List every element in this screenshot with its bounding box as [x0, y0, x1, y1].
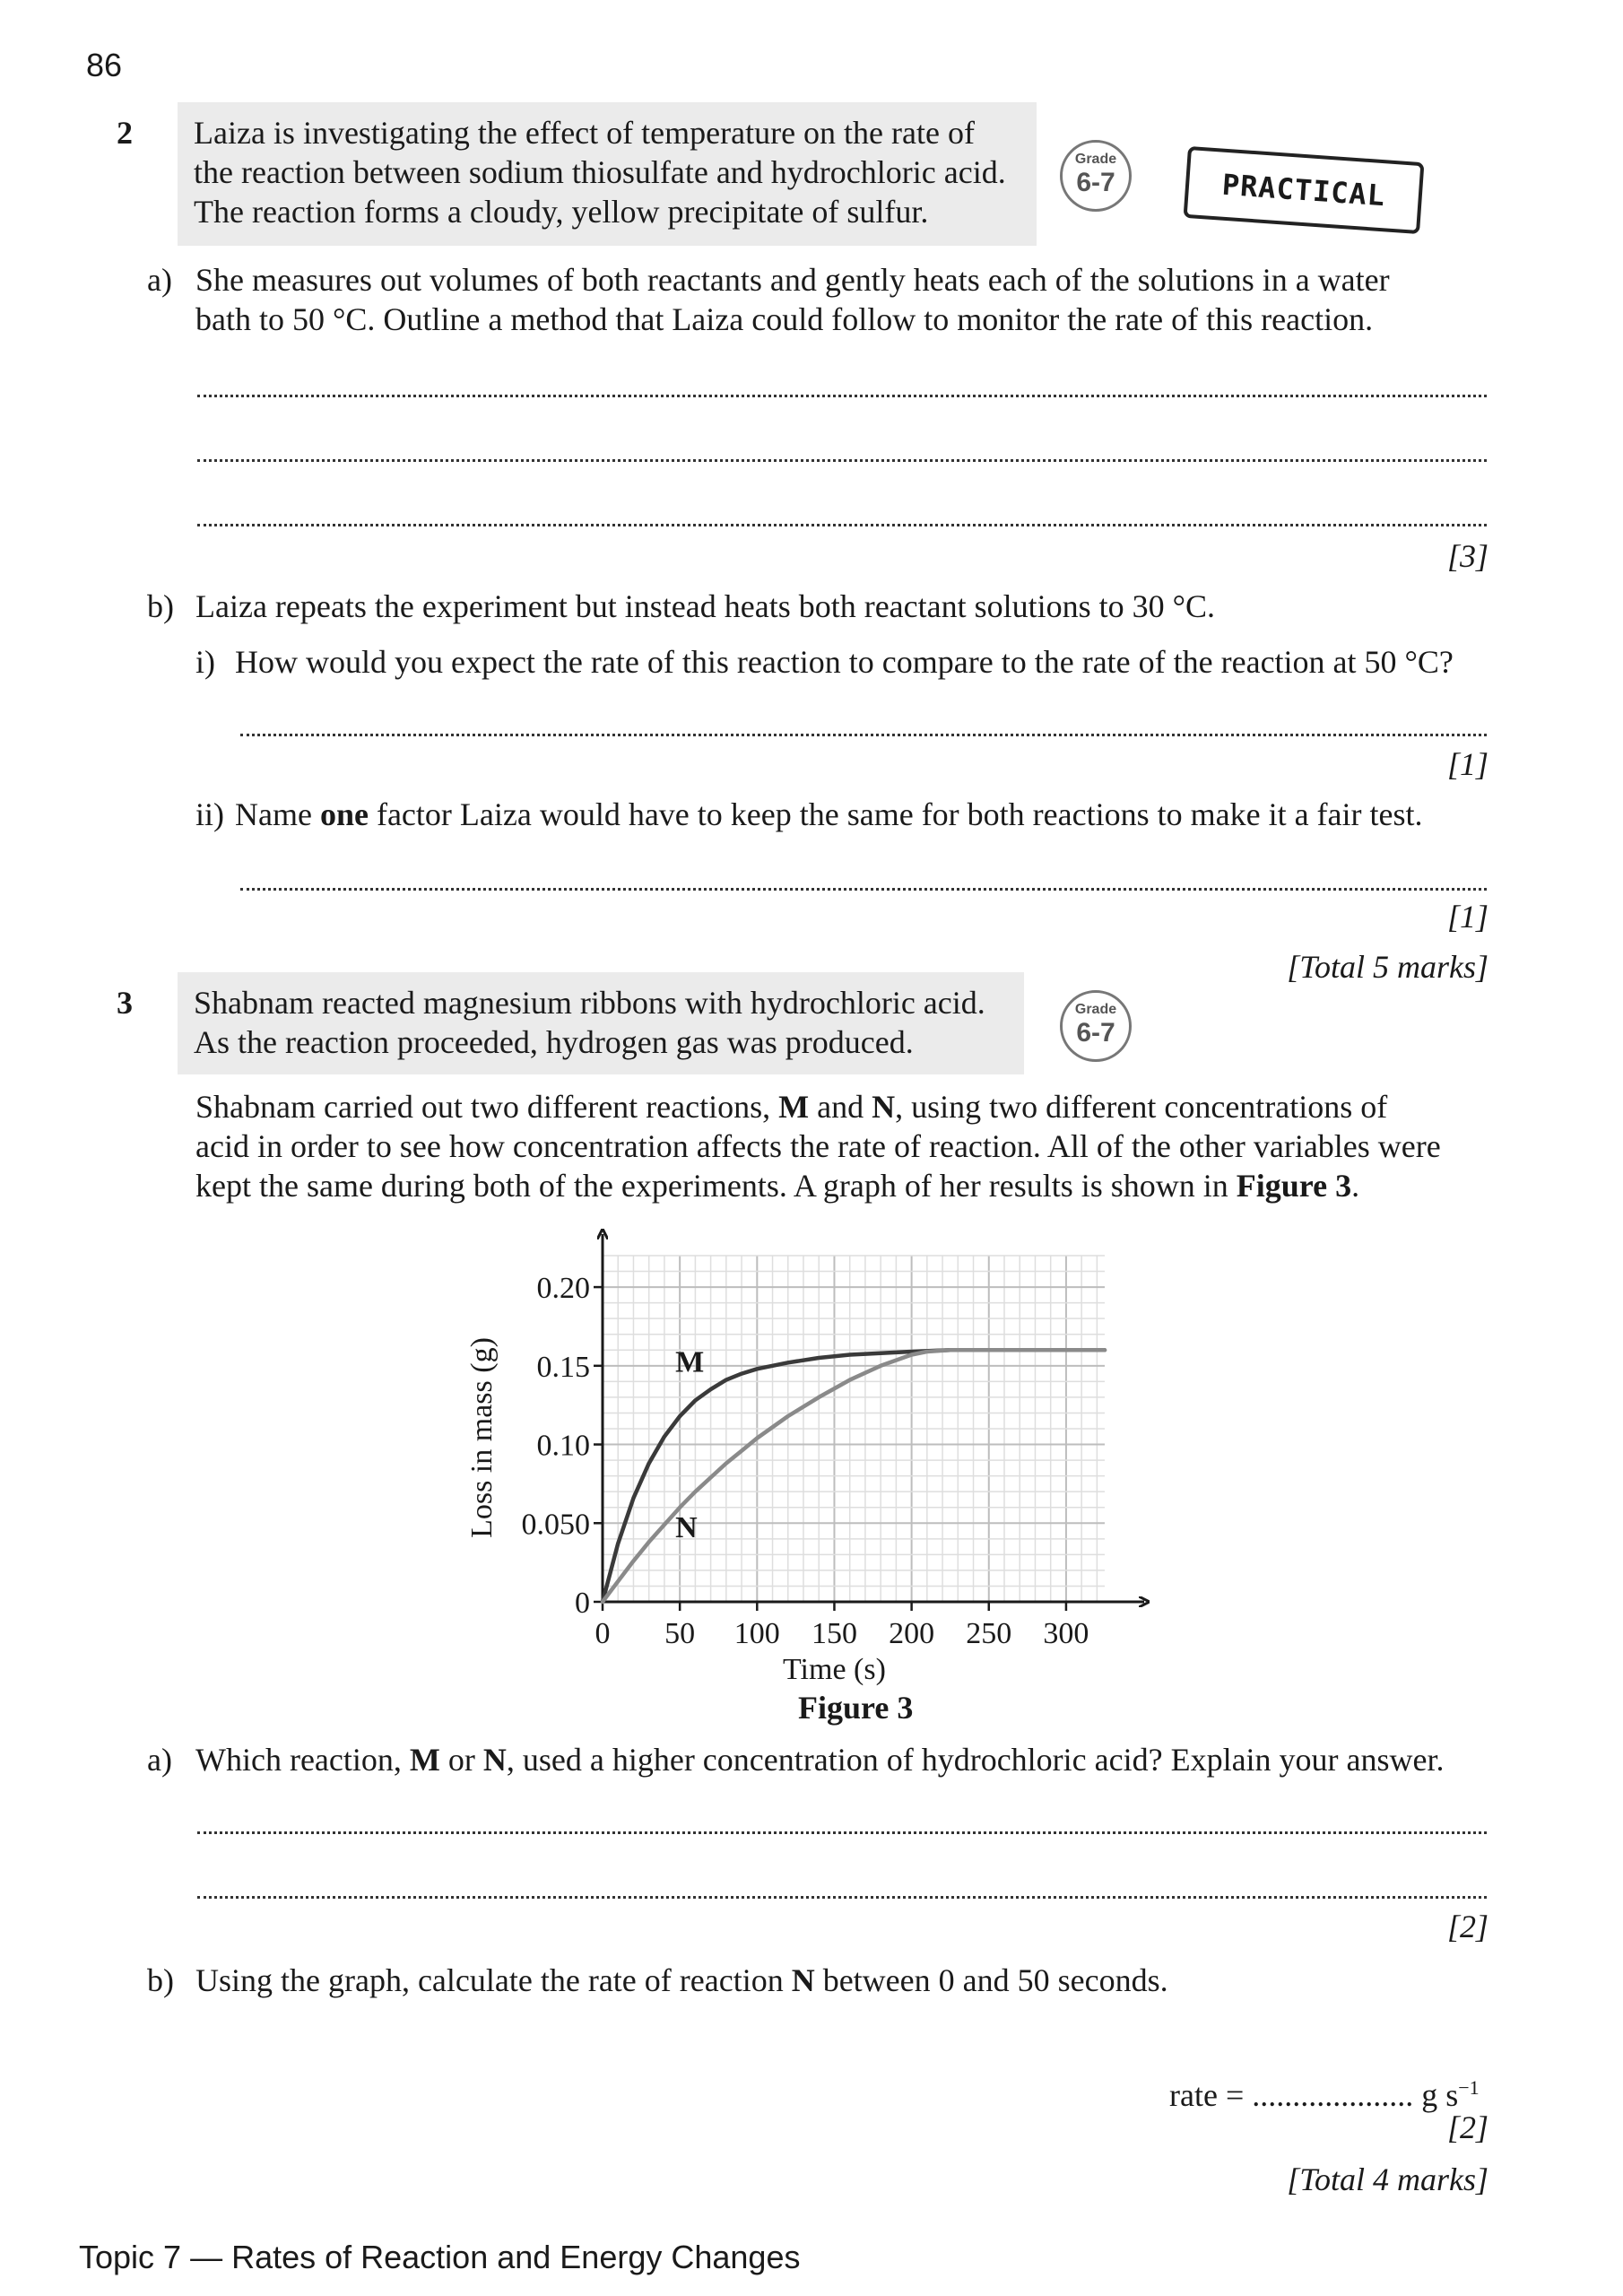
x-axis-label: Time (s) — [782, 1653, 886, 1686]
answer-line[interactable] — [197, 1896, 1487, 1899]
question-3b-label: b) — [147, 1962, 174, 1998]
y-tick-label: 0.15 — [536, 1350, 590, 1384]
question-2bii-label: ii) — [195, 796, 224, 832]
y-tick-label: 0.050 — [521, 1508, 590, 1542]
desc-n: N — [872, 1089, 896, 1125]
question-2-number: 2 — [117, 115, 133, 151]
y-tick-label: 0.10 — [536, 1429, 590, 1463]
x-tick-label: 50 — [664, 1617, 696, 1650]
desc-part: Shabnam carried out two different reactions, — [195, 1089, 779, 1125]
page-footer: Topic 7 — Rates of Reaction and Energy Changes — [79, 2239, 801, 2275]
answer-line[interactable] — [197, 1831, 1487, 1834]
y-tick-label: 0 — [575, 1587, 590, 1620]
y-axis-label: Loss in mass (g) — [465, 1337, 499, 1538]
desc-part: , using two different concentrations of — [895, 1089, 1388, 1125]
q3a-n: N — [482, 1742, 507, 1778]
question-3a-marks: [2] — [1446, 1909, 1488, 1944]
question-2a-label: a) — [147, 262, 172, 298]
rate-unit: g s — [1421, 2077, 1459, 2113]
question-3b-marks: [2] — [1446, 2109, 1488, 2145]
grade-label: Grade — [1074, 1002, 1117, 1017]
question-3-intro-line: As the reaction proceeded, hydrogen gas was produced. — [194, 1024, 914, 1060]
desc-part: . — [1351, 1168, 1360, 1204]
x-tick-label: 100 — [733, 1617, 780, 1650]
series-label-m: M — [675, 1345, 705, 1379]
question-2bi-marks: [1] — [1446, 746, 1488, 782]
x-tick-label: 150 — [811, 1617, 857, 1650]
question-2-intro-line: The reaction forms a cloudy, yellow precipitate of sulfur. — [194, 194, 929, 230]
grade-value: 6-7 — [1076, 168, 1115, 197]
question-2a-text: She measures out volumes of both reactants and gently heats each of the solutions in a water — [195, 262, 1390, 298]
rate-unit-sup: −1 — [1458, 2076, 1480, 2099]
q3a-part: , used a higher concentration of hydrochloric acid? Explain your answer. — [506, 1742, 1445, 1778]
question-3-description: acid in order to see how concentration affects the rate of reaction. All of the other variables were — [195, 1128, 1441, 1164]
question-2-intro-line: Laiza is investigating the effect of temperature on the rate of — [194, 115, 975, 151]
q3a-m: M — [409, 1742, 440, 1778]
desc-part: kept the same during both of the experiments. A graph of her results is shown in — [195, 1168, 1237, 1204]
question-2-total-marks: [Total 5 marks] — [1287, 949, 1488, 985]
question-2bii-text-bold: one — [319, 796, 369, 832]
question-2bi-label: i) — [195, 644, 215, 680]
question-3b-text — [195, 1961, 1168, 2000]
question-3a-text — [195, 1740, 1445, 1779]
x-tick-label: 200 — [889, 1617, 935, 1650]
grade-value: 6-7 — [1076, 1018, 1115, 1048]
question-2b-label: b) — [147, 588, 174, 624]
figure-3-caption: Figure 3 — [798, 1690, 914, 1726]
question-2-intro-line: the reaction between sodium thiosulfate and hydrochloric acid. — [194, 154, 1006, 190]
desc-part: and — [809, 1089, 872, 1125]
question-2bi-text: How would you expect the rate of this reaction to compare to the rate of the reaction at 50 °C? — [235, 644, 1454, 680]
y-tick-label: 0.20 — [536, 1272, 590, 1306]
q3a-part: Which reaction, — [195, 1742, 410, 1778]
practical-badge: PRACTICAL — [1184, 146, 1425, 234]
x-tick-label: 0 — [595, 1617, 611, 1650]
series-label-n: N — [675, 1510, 698, 1544]
desc-figure-ref: Figure 3 — [1236, 1168, 1352, 1204]
question-3-number: 3 — [117, 985, 133, 1021]
rate-input[interactable]: .................... — [1252, 2077, 1414, 2113]
x-tick-label: 300 — [1043, 1617, 1089, 1650]
x-tick-label: 250 — [966, 1617, 1012, 1650]
grade-label: Grade — [1074, 152, 1117, 167]
question-3-total-marks: [Total 4 marks] — [1287, 2161, 1488, 2197]
question-3a-label: a) — [147, 1742, 172, 1778]
question-2a-text: bath to 50 °C. Outline a method that Laiza could follow to monitor the rate of this reaction. — [195, 301, 1374, 337]
rate-label: rate = — [1169, 2077, 1253, 2113]
chart-grid — [603, 1256, 1105, 1602]
desc-m: M — [778, 1089, 810, 1125]
q3b-part: between 0 and 50 seconds. — [814, 1962, 1168, 1998]
question-2bii-marks: [1] — [1446, 899, 1488, 935]
question-2bii-text-post: factor Laiza would have to keep the same for both reactions to make it a fair test. — [368, 796, 1423, 832]
q3b-part: Using the graph, calculate the rate of reaction — [195, 1962, 792, 1998]
page-number: 86 — [86, 47, 123, 83]
question-2a-marks: [3] — [1446, 538, 1488, 574]
question-2bii-text-pre: Name — [235, 796, 320, 832]
question-3-intro-line: Shabnam reacted magnesium ribbons with hydrochloric acid. — [194, 985, 985, 1021]
question-2b-text: Laiza repeats the experiment but instead heats both reactant solutions to 30 °C. — [195, 588, 1216, 624]
q3a-part: or — [439, 1742, 483, 1778]
q3b-n: N — [791, 1962, 815, 1998]
